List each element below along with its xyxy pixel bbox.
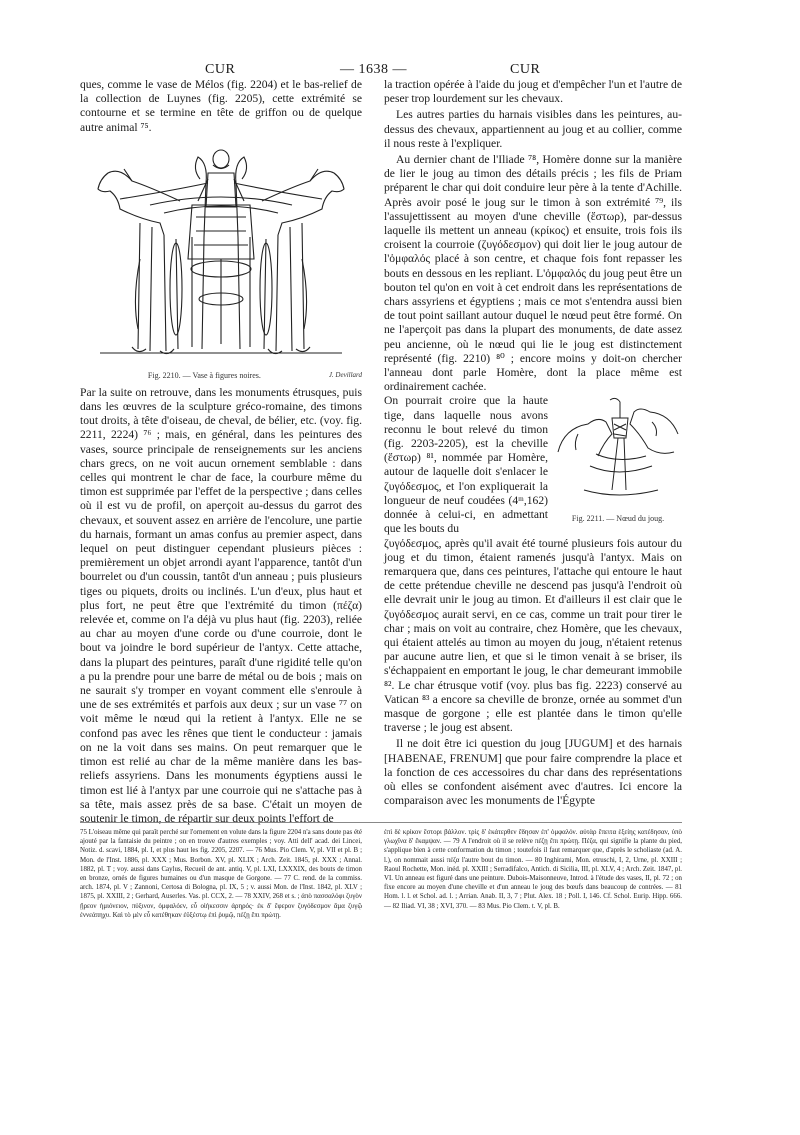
footnote-rule <box>80 822 682 823</box>
left-paragraph-2: Par la suite on retrouve, dans les monuments étrusques, puis dans les œuvres de la sculpture gréco-romaine, des timons tout droits, à tête d'oiseau, de cheval, de bélier, etc. (voy. fig. 2211, 2224) ⁷⁶ ; mais, en général, dans les peintures des vases, source principale de renseignements sur les anciens chars grecs, on ne voit aucun ornement semblable : dans celles qui montrent le char de face, la courbure même du timon est supprimée par l'effet de la perspective ; dans celles où il est vu de profil, on aperçoit au-dessus du garrot des chevaux, et souvent assez en arrière de l'encolure, une partie du harnais, formant un amas confus au premier aspect, dans lequel on peut distinguer cependant plusieurs pièces : premièrement un objet arrondi ayant l'apparence, tantôt d'un bourrelet ou d'un coussin, tantôt d'un anneau ; puis plusieurs tiges ou piquets, droits ou inclinés. L'un d'eux, plus haut et plus fort, ne peut être que l'extrémité du timon (πέζα) relevée et, comme on l'a déjà vu plus haut (fig. 2203), reliée au char au moyen d'une corde ou d'une courroie, dont le bout va joindre le bord supérieur de l'antyx. Cette attache, dans la plupart des peintures, paraît d'une rigidité telle qu'on a pu la prendre pour une barre de métal ou de bois ; mais on ne saurait s'y tromper en voyant comment elle s'enroule à une de ses extrémités et parfois aux deux ; sur un vase ⁷⁷ on voit même le nœud qui la retient à l'antyx. Elle ne se confond pas avec les rênes que tient le conducteur : jamais on ne la voit dans ses mains. On peut remarquer que le timon est relié au char de la même manière dans les bas-reliefs assyriens. Dans les monuments égyptiens aussi le timon est lié à l'antyx par une courroie qui ne s'attache pas à sa tête, mais assez près de sa base. C'était un moyen de soutenir le timon, de répartir sur deux points l'effort de <box>80 385 362 825</box>
figure-2210-signature: J. Devillard <box>328 370 362 379</box>
figure-2210-caption-text: Fig. 2210. — Vase à figures noires. <box>147 370 261 380</box>
figure-2211-caption: Fig. 2211. — Nœud du joug. <box>571 514 665 524</box>
yoke-knot-illustration <box>554 394 682 512</box>
right-paragraph-1: la traction opérée à l'aide du joug et d'empêcher l'un et l'autre de peser trop lourdement sur les chevaux. <box>384 78 682 106</box>
figure-2210-caption <box>80 371 362 380</box>
right-paragraph-4-rest: ζυγόδεσμος, après qu'il avait été tourné plusieurs fois autour du joug et du timon, étaient ramenés jusqu'à l'antyx. Mais on remarquera que, dans ces peintures, l'attache qui entoure le haut de cette prétendue cheville ne descend pas jusqu'à l'endroit où elle devrait unir le joug au timon. Et d'ailleurs il est clair que le ζυγόδεσμος aurait servi, en ce cas, comme un trait pour tirer le char ; mais on voit au contraire, chez Homère, que les chevaux, qui étaient attelés au timon au moyen du joug, n'étaient retenus par aucune autre lien, et que si le timon venait à se briser, ils s'échappaient en emportant le joug, le char demeurant immobile ⁸². Le char étrusque votif (voy. plus bas fig. 2223) conservé au Vatican ⁸³ a encore sa cheville de bronze, ornée au sommet d'un masque de gorgone ; elle est plantée dans le timon qu'elle traverse ; le joug est absent. <box>384 536 682 735</box>
right-paragraph-2: Les autres parties du harnais visibles dans les peintures, au-dessus des chevaux, appartiennent au joug et au collier, comme il nous reste à l'expliquer. <box>384 108 682 150</box>
running-head-right: CUR <box>510 62 541 77</box>
figure-2211-wrap <box>384 394 682 536</box>
page-number: — 1638 — <box>340 62 407 77</box>
left-paragraph-1: ques, comme le vase de Mélos (fig. 2204) et le bas-relief de la collection de Luynes (fig. 2205), cette extrémité se contourne et se termine en tête de griffon ou de quelque autre animal ⁷⁵. <box>80 78 362 134</box>
footnotes-left-text: 75 L'oiseau même qui paraît perché sur l'ornement en volute dans la figure 2204 n'a sans doute pas été ajouté par la fantaisie du peintre ; on en trouve d'autres exemples ; voy. Atti dell' acad. dei Lincei, Notiz. d. scavi, 1884, pl. I, et plus haut les fig. 2205, 2207. — 76 Mus. Pio Clem. V, pl. VII et pl. B ; Mon. de l'Inst. 1886, pl. XXX ; Mus. Borbon. XV, pl. XLIX ; Arch. Zeit. 1845, pl. XXX ; Annal. 1882, pl. T ; voy. aussi dans Caylus, Recueil de ant. antiq. V, pl. LXI, LXXXIX, des bouts de timon en bronze, ornés de figures humaines ou d'un masque de Gorgone. — 77 C. rend. de la commiss. arch. 1874, pl. V ; Zannoni, Certosa di Bologna, pl. IX, 5 ; v. aussi Mon. de l'Inst. 1842, pl. XLV ; 1875, pl. XXIII, 2 ; Gerhard, Auserles. Vas. pl. CCX, 2. — 78 XXIV, 268 et s. ; ἀπὸ πασσαλόφι ζυγὸν ᾕρεον ἡμιόνειον, πύξινον, ὀμφαλόεν, εὖ οἰήκεσσιν ἀρηρός· ἐκ δ' ἔφερον ζυγόδεσμον ἅμα ζυγῷ ἐννεάπηχυ. Καὶ τὸ μὲν εὖ κατέθηκαν ἐϋξέστῳ ἐπὶ ῥυμῷ, πέζῃ ἔπι πρώτῃ. <box>80 829 362 919</box>
figure-2211 <box>554 394 682 536</box>
footnotes-right-text: ἐπὶ δὲ κρίκον ἕστορι βάλλον. τρὶς δ' ἑκάτερθεν ἔδησαν ἐπ' ὀμφαλόν. αὐτὰρ ἔπειτα ἑξείης κατέδησαν, ὑπὸ γλωχῖνα δ' ἔκαμψαν. — 79 A l'endroit où il se relève πέζῃ ἔπι πρώτῃ. Πέζα, qui signifie la plante du pied, s'applique bien à cette conformation du timon ; toutefois il faut remarquer que, d'après le scholiaste (ad. A. l.), on nommait aussi πέζα l'autre bout du timon. — 80 Inghirami, Mon. etruschi, I, 2, Urne, pl. XXIII ; Raoul Rochette, Mon. inéd. pl. XXIII ; Serradifalco, Antich. di Sicilia, III, pl. XLV, 4 ; Arch. Zeit. 1847, pl. VI. Un anneau est figuré dans une peinture. Dubois-Maisonneuve, Introd. à l'étude des vases, II, pl. 72 ; on fixe encore au moyen d'une cheville et d'un anneau le joug des bœufs dans beaucoup de contrées. — 81 Hom. l. l. et Schol. ad. l. ; Arrian. Anab. II, 3, 7 ; Plut. Alex. 18 ; Poll. I, 146. Cf. Schol. Eurip. Hipp. 666. — 82 Iliad. VI, 38 ; XVI, 370. — 83 Mus. Pio Clem. t. V, pl. B. <box>384 829 682 910</box>
left-column <box>80 78 362 826</box>
chariot-vase-illustration <box>80 139 362 369</box>
footnotes-left <box>80 828 362 920</box>
right-paragraph-3: Au dernier chant de l'Iliade ⁷⁸, Homère donne sur la manière de lier le joug au timon des détails précis ; les fils de Priam préparent le char qui doit conduire leur père à la tente d'Achille. Après avoir posé le joug sur le timon à son extrémité ⁷⁹, ils l'assujettissent au moyen d'une cheville (ἕστωρ), par-dessus laquelle ils mettent un anneau (κρίκος) et ensuite, trois fois ils croisent la courroie (ζυγόδεσμον) qui doit lier le joug autour de l'ὀμφαλός placé à son centre, et chaque fois font repasser les bouts en dessous en les repliant. L'ὀμφαλός du joug peut être un bouton tel qu'on en voit à cet endroit dans les représentations de chars assyriens et égyptiens ; mais ce mot s'entendra aussi bien de tout point saillant autour duquel le nœud peut être formé. On ne l'aperçoit pas dans la plupart des monuments, de date assez peu ancienne, où le nœud qui lie le joug est distinctement représenté (fig. 2210) ⁸⁰ ; encore moins y doit-on chercher l'anneau dont parle Homère, dont la place même est ordinairement cachée. <box>384 153 682 394</box>
right-paragraph-5: Il ne doit être ici question du joug [JUGUM] et des harnais [HABENAE, FRENUM] que pour faire comprendre la place et la fonction de ces accessoires du char dans des représentations où elles se confondent aisément avec d'autres. Ici encore la comparaison avec les monuments de l'Égypte <box>384 737 682 808</box>
right-paragraph-4-wrapped: On pourrait croire que la haute tige, dans laquelle nous avons reconnu le bout relevé du timon (fig. 2203-2205), est la cheville (ἕστωρ) ⁸¹, nommée par Homère, autour de laquelle doit s'enlacer le ζυγόδεσμος, et l'on expliquerait la longueur de neuf coudées (4ᵐ,162) donnée à celui-ci, en admettant que les bouts du <box>384 394 548 536</box>
right-column <box>384 78 682 808</box>
figure-2210 <box>80 139 362 380</box>
running-head-left: CUR <box>205 62 236 77</box>
footnotes-right <box>384 828 682 911</box>
